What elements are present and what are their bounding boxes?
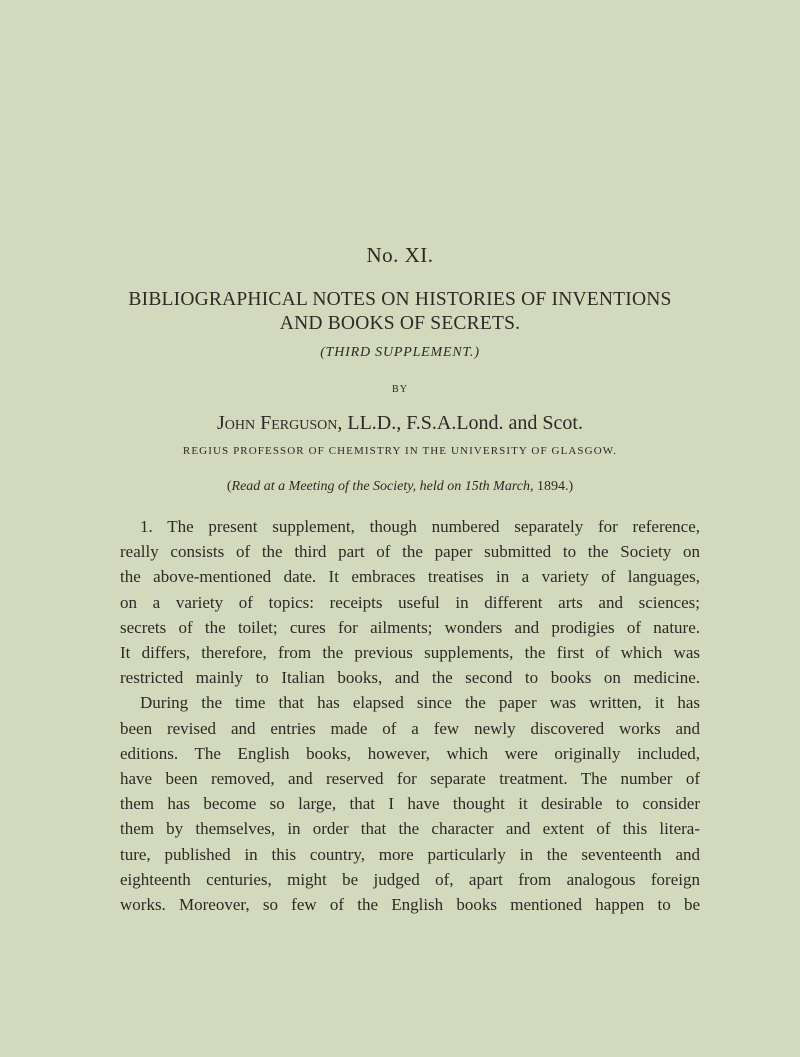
- paper-title: [0, 288, 800, 336]
- author-degrees: LL.D., F.S.A.Lond. and Scot.: [342, 412, 583, 434]
- paragraph-line: them by themselves, in order that the character and extent of this litera-: [120, 819, 700, 839]
- paragraph-line: eighteenth centuries, might be judged of, apart from analogous foreign: [120, 869, 700, 889]
- meeting-year: 1894.): [533, 479, 574, 494]
- title-line-2: AND BOOKS OF SECRETS.: [279, 313, 521, 334]
- paragraph-line: really consists of the third part of the paper submitted to the Society on: [120, 542, 700, 562]
- paragraph-line: It differs, therefore, from the previous supplements, the first of which was: [120, 643, 700, 663]
- supplement-subtitle: (THIRD SUPPLEMENT.): [320, 345, 480, 360]
- paragraph-line: them has become so large, that I have thought it desirable to consider: [120, 794, 700, 814]
- paragraph-line: editions. The English books, however, which were originally included,: [120, 743, 700, 763]
- meeting-open-paren: (: [226, 479, 232, 494]
- by-label: BY: [392, 384, 408, 395]
- paragraph-line: restricted mainly to Italian books, and the second to books on medicine.: [120, 668, 700, 688]
- paragraph-line: have been removed, and reserved for separate treatment. The number of: [120, 769, 700, 789]
- paragraph-line: 1. The present supplement, though numbered separately for reference,: [140, 517, 700, 536]
- paragraph-line: been revised and entries made of a few newly discovered works and: [120, 718, 700, 738]
- paragraph-line: on a variety of topics: receipts useful in different arts and sciences;: [120, 592, 700, 612]
- title-line-1: BIBLIOGRAPHICAL NOTES ON HISTORIES OF INVENTIONS: [128, 289, 672, 310]
- section-number: No. XI.: [366, 243, 434, 267]
- paragraph-line: works. Moreover, so few of the English books mentioned happen to be: [120, 895, 700, 915]
- paragraph-line: secrets of the toilet; cures for ailments; wonders and prodigies of nature.: [120, 617, 700, 637]
- paragraph-line: ture, published in this country, more particularly in the seventeenth and: [120, 844, 700, 864]
- author-position: REGIUS PROFESSOR OF CHEMISTRY IN THE UNIVERSITY OF GLASGOW.: [182, 445, 618, 457]
- author-line: [0, 412, 800, 435]
- author-name: John Ferguson,: [217, 412, 343, 434]
- paragraph-line: During the time that has elapsed since the paper was written, it has: [140, 693, 700, 713]
- paragraph-line: the above-mentioned date. It embraces treatises in a variety of languages,: [120, 567, 700, 587]
- body-paragraph: [120, 514, 700, 917]
- meeting-note: [0, 479, 800, 495]
- meeting-text: Read at a Meeting of the Society, held on 15th March,: [231, 479, 534, 494]
